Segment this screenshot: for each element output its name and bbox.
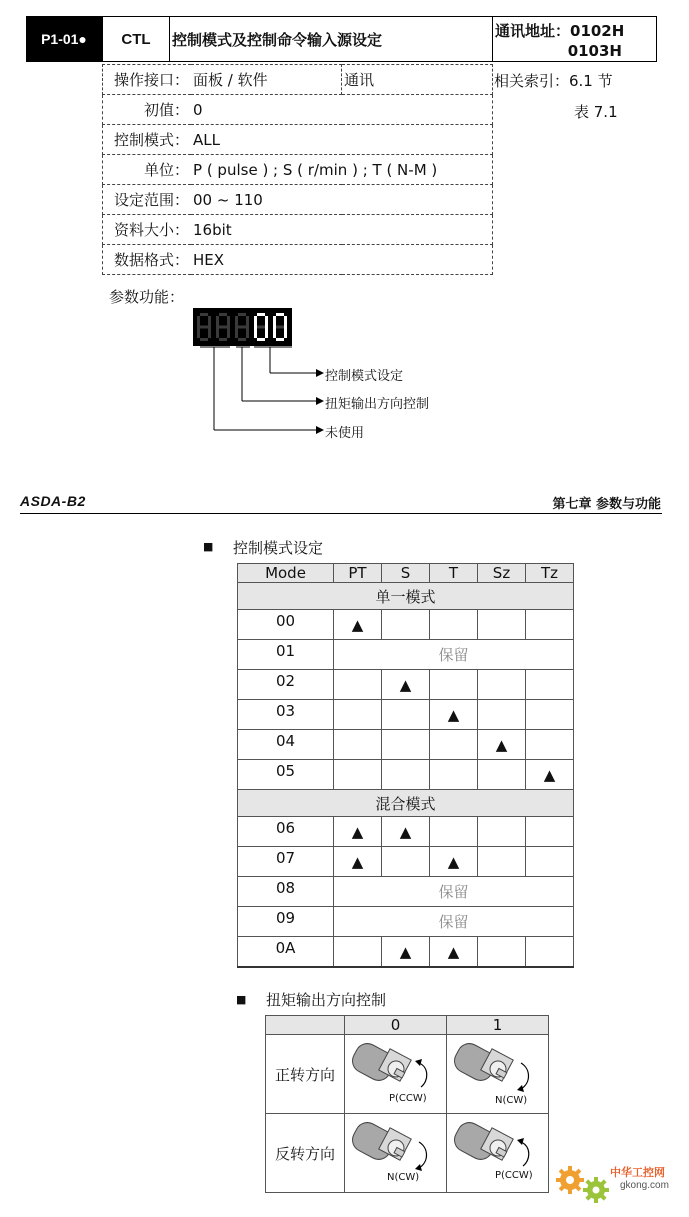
segment-e xyxy=(254,327,257,338)
segment-e xyxy=(197,327,200,338)
mark-cell xyxy=(382,730,430,760)
mark-cell: ▲ xyxy=(382,670,430,700)
rotation-arc xyxy=(419,1142,427,1168)
parameter-title: 控制模式及控制命令输入源设定 xyxy=(169,16,493,62)
info-value: 面板 / 软件 xyxy=(191,65,342,95)
segment-c xyxy=(227,327,230,338)
motor-illustration xyxy=(345,1114,447,1193)
segment-a xyxy=(200,313,208,316)
segment-f xyxy=(235,316,238,327)
watermark-name: 中华工控网 xyxy=(610,1167,665,1179)
label-mode-setting: 控制模式设定 xyxy=(325,369,404,384)
segment-b xyxy=(246,316,249,327)
table-row xyxy=(238,937,574,968)
mark-cell xyxy=(478,937,526,968)
info-value: P ( pulse ) ; S ( r/min ) ; T ( N-M ) xyxy=(191,155,493,185)
mode-cell: 04 xyxy=(238,730,334,760)
segment-c xyxy=(208,327,211,338)
mark-cell xyxy=(526,610,574,640)
info-value: ALL xyxy=(191,125,493,155)
mark-cell: ▲ xyxy=(334,610,382,640)
mark-cell xyxy=(430,670,478,700)
column-header: PT xyxy=(334,564,382,583)
motor-illustration xyxy=(345,1035,447,1114)
mark-cell xyxy=(526,730,574,760)
column-header: 0 xyxy=(345,1016,447,1035)
arrow-mode xyxy=(316,369,324,377)
function-label: 参数功能： xyxy=(109,288,185,306)
related-index: 相关索引：6.1 节 xyxy=(494,72,613,90)
mark-cell: ▲ xyxy=(430,700,478,730)
mark-cell: ▲ xyxy=(334,847,382,877)
corner-cell xyxy=(266,1016,345,1035)
bullet-icon: ■ xyxy=(236,993,247,1006)
group-title: 混合模式 xyxy=(238,790,574,817)
mark-cell: ▲ xyxy=(430,937,478,968)
motor-illustration xyxy=(447,1035,549,1114)
mark-cell xyxy=(430,760,478,790)
arrow-torque xyxy=(316,397,324,405)
table-row xyxy=(238,730,574,760)
parameter-abbreviation: CTL xyxy=(102,16,170,62)
info-row xyxy=(103,155,493,185)
segment-a xyxy=(238,313,246,316)
info-value: 16bit xyxy=(191,215,493,245)
motor-illustration xyxy=(447,1114,549,1193)
mark-cell xyxy=(334,937,382,968)
segment-f xyxy=(197,316,200,327)
rotation-arc xyxy=(521,1142,529,1166)
info-label: 操作接口： xyxy=(103,65,192,95)
segment-f xyxy=(273,316,276,327)
info-label: 单位： xyxy=(103,155,192,185)
mark-cell xyxy=(526,700,574,730)
parameter-info-table xyxy=(102,64,493,275)
mark-cell xyxy=(478,760,526,790)
mark-cell xyxy=(430,610,478,640)
segment-g xyxy=(276,326,284,329)
bullet-icon: ■ xyxy=(203,540,214,553)
segment-e xyxy=(273,327,276,338)
direction-caption: P(CCW) xyxy=(389,1093,427,1104)
table-row xyxy=(238,847,574,877)
table-row xyxy=(238,817,574,847)
mark-cell xyxy=(382,760,430,790)
mark-cell: ▲ xyxy=(382,937,430,968)
direction-caption: N(CW) xyxy=(495,1095,528,1106)
header-divider xyxy=(20,513,662,514)
segment-g xyxy=(238,326,246,329)
column-header: Sz xyxy=(478,564,526,583)
mode-cell: 09 xyxy=(238,907,334,937)
communication-address xyxy=(492,16,657,62)
column-header: Tz xyxy=(526,564,574,583)
segment-g xyxy=(257,326,265,329)
mode-cell: 0A xyxy=(238,937,334,968)
rotation-arrow-head xyxy=(517,1138,524,1145)
related-index-table: 表 7.1 xyxy=(574,103,618,121)
segment-e xyxy=(216,327,219,338)
segment-e xyxy=(235,327,238,338)
mark-cell xyxy=(334,670,382,700)
digit-bracket-diagram xyxy=(200,340,330,440)
table-row xyxy=(238,877,574,907)
row-label: 反转方向 xyxy=(266,1114,345,1193)
segment-a xyxy=(257,313,265,316)
info-extra: 通讯 xyxy=(342,65,493,95)
mark-cell xyxy=(334,730,382,760)
mark-cell: ▲ xyxy=(478,730,526,760)
info-value: 0 xyxy=(191,95,493,125)
info-label: 数据格式： xyxy=(103,245,192,275)
mark-cell xyxy=(334,760,382,790)
column-header: Mode xyxy=(238,564,334,583)
mode-cell: 07 xyxy=(238,847,334,877)
info-label: 控制模式： xyxy=(103,125,192,155)
info-row xyxy=(103,95,493,125)
table-row xyxy=(266,1035,549,1114)
rotation-arrow-head xyxy=(517,1085,524,1092)
mark-cell xyxy=(478,847,526,877)
info-label: 初值： xyxy=(103,95,192,125)
mark-cell: ▲ xyxy=(430,847,478,877)
reserved-cell: 保留 xyxy=(334,877,574,907)
mark-cell xyxy=(478,700,526,730)
segment-f xyxy=(216,316,219,327)
info-row xyxy=(103,245,493,275)
group-header xyxy=(238,583,574,610)
segment-b xyxy=(265,316,268,327)
mode-cell: 01 xyxy=(238,640,334,670)
mark-cell xyxy=(526,670,574,700)
mark-cell xyxy=(382,847,430,877)
info-label: 设定范围： xyxy=(103,185,192,215)
rotation-arrow-head xyxy=(415,1164,422,1171)
column-header: 1 xyxy=(447,1016,549,1035)
mark-cell xyxy=(478,817,526,847)
mode-cell: 03 xyxy=(238,700,334,730)
torque-table-header xyxy=(266,1016,549,1035)
segment-f xyxy=(254,316,257,327)
segment-g xyxy=(219,326,227,329)
table-row xyxy=(238,700,574,730)
rotation-arc xyxy=(419,1063,427,1087)
mode-cell: 08 xyxy=(238,877,334,907)
table-row xyxy=(238,610,574,640)
group-title: 单一模式 xyxy=(238,583,574,610)
label-torque-direction: 扭矩输出方向控制 xyxy=(325,397,430,412)
arrow-unused xyxy=(316,426,324,434)
direction-caption: P(CCW) xyxy=(495,1170,533,1181)
segment-g xyxy=(200,326,208,329)
mode-cell: 05 xyxy=(238,760,334,790)
table-row xyxy=(266,1114,549,1193)
table-row xyxy=(238,760,574,790)
mode-table xyxy=(237,563,574,968)
segment-b xyxy=(284,316,287,327)
column-header: S xyxy=(382,564,430,583)
mark-cell: ▲ xyxy=(382,817,430,847)
mode-cell: 06 xyxy=(238,817,334,847)
address-line-1: 通讯地址：0102H xyxy=(495,22,625,40)
segment-b xyxy=(208,316,211,327)
mark-cell: ▲ xyxy=(526,760,574,790)
group-header xyxy=(238,790,574,817)
segment-c xyxy=(246,327,249,338)
segment-b xyxy=(227,316,230,327)
info-row xyxy=(103,65,493,95)
segment-c xyxy=(265,327,268,338)
mark-cell xyxy=(334,700,382,730)
mark-cell xyxy=(382,610,430,640)
mode-table-header xyxy=(238,564,574,583)
table-row xyxy=(238,670,574,700)
info-label: 资料大小： xyxy=(103,215,192,245)
mark-cell xyxy=(526,937,574,968)
mark-cell xyxy=(382,700,430,730)
address-line-2: 0103H xyxy=(567,42,622,60)
mode-section-title: 控制模式设定 xyxy=(233,539,324,557)
rotation-arc xyxy=(521,1063,529,1089)
mode-cell: 00 xyxy=(238,610,334,640)
mark-cell xyxy=(478,670,526,700)
mark-cell xyxy=(430,730,478,760)
info-value: 00 ~ 110 xyxy=(191,185,493,215)
torque-table xyxy=(265,1015,549,1193)
info-row xyxy=(103,185,493,215)
info-row xyxy=(103,125,493,155)
parameter-code-badge: P1-01● xyxy=(26,16,102,62)
direction-caption: N(CW) xyxy=(387,1172,420,1183)
row-label: 正转方向 xyxy=(266,1035,345,1114)
mode-cell: 02 xyxy=(238,670,334,700)
mark-cell xyxy=(478,610,526,640)
table-row xyxy=(238,640,574,670)
mark-cell xyxy=(526,817,574,847)
info-value: HEX xyxy=(191,245,493,275)
mark-cell: ▲ xyxy=(334,817,382,847)
reserved-cell: 保留 xyxy=(334,640,574,670)
rotation-arrow-head xyxy=(415,1059,422,1066)
segment-a xyxy=(219,313,227,316)
reserved-cell: 保留 xyxy=(334,907,574,937)
asda-logo: ASDA-B2 xyxy=(20,493,86,509)
segment-c xyxy=(284,327,287,338)
chapter-title: 第七章 参数与功能 xyxy=(552,497,661,512)
mark-cell xyxy=(526,847,574,877)
segment-a xyxy=(276,313,284,316)
column-header: T xyxy=(430,564,478,583)
table-row xyxy=(238,907,574,937)
label-unused: 未使用 xyxy=(325,426,365,441)
watermark-url: gkong.com xyxy=(620,1180,669,1191)
info-row xyxy=(103,215,493,245)
mark-cell xyxy=(430,817,478,847)
torque-section-title: 扭矩输出方向控制 xyxy=(266,991,387,1009)
gear-icon xyxy=(554,1160,614,1206)
